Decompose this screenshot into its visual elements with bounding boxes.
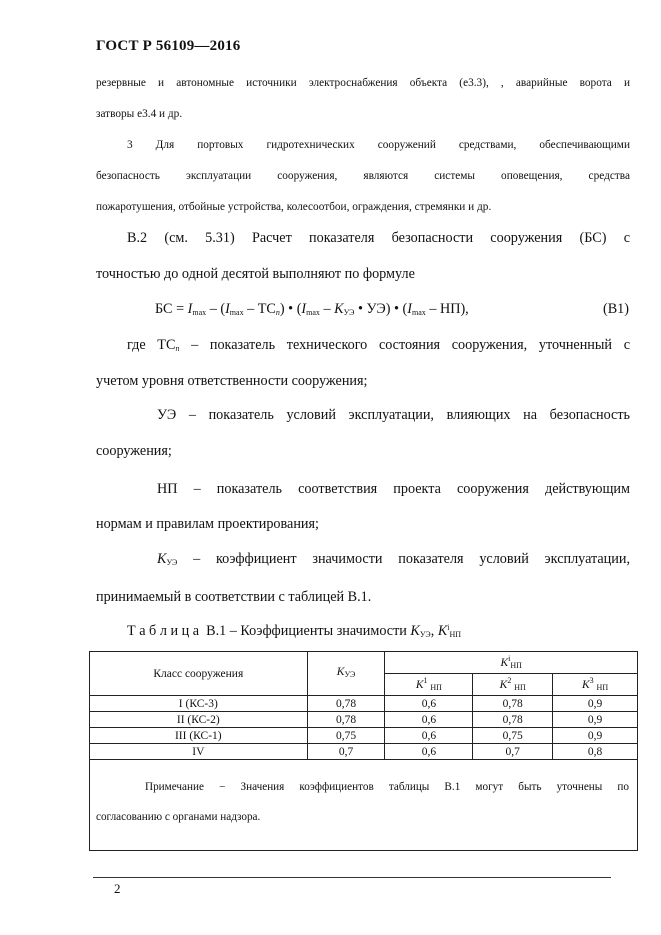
table-cell: 0,6 [385,696,473,712]
definition-line: принимаемый в соответствии с таблицей В.1. [96,589,372,605]
header-k1np: $K^1$ $_{НП}$ [385,674,473,696]
table-cell: 0,6 [385,744,473,760]
footer-divider [93,877,611,878]
header-class: Класс сооружения [90,652,308,696]
table-cell: 0,6 [385,728,473,744]
table-cell: III (КС-1) [90,728,308,744]
table-cell: 0,6 [385,712,473,728]
header-k3np: $K^3$ $_{НП}$ [553,674,638,696]
table-cell: I (КС-3) [90,696,308,712]
definition-line: нормам и правилам проектирования; [96,516,319,532]
table-cell: 0,9 [553,696,638,712]
table-cell: 0,7 [307,744,385,760]
formula-b1: БС = $I_{max} - (I_{max} - ТС_n)$ • ($I_{max} - K_{УЭ}$ • УЭ) • $(I_{max} - НП)$, [155,301,469,317]
table-note: Примечание − Значения коэффициентов таблицы В.1 могут быть уточнены по согласованию с органами надзора. [90,760,638,851]
header-kinp: $K^i_{НП}$ [385,652,638,674]
table-row [90,712,638,728]
table-row [90,696,638,712]
table-cell: IV [90,744,308,760]
definition-line: сооружения; [96,443,172,459]
page-number: 2 [114,881,121,896]
paragraph-line: резервные и автономные источники электроснабжения объекта (е3.3), , аварийные ворота и [96,77,630,89]
table-cell: 0,9 [553,728,638,744]
table-row [90,744,638,760]
header-kue: $K_{УЭ}$ [307,652,385,696]
table-cell: 0,78 [473,696,553,712]
table-cell: 0,78 [473,712,553,728]
formula-number: (В1) [602,301,629,317]
paragraph-line: затворы е3.4 и др. [96,108,183,120]
table-cell: II (КС-2) [90,712,308,728]
coefficients-table [89,651,638,851]
table-cell: 0,9 [553,712,638,728]
paragraph-line: безопасность эксплуатации сооружения, являются системы оповещения, средства [96,170,630,182]
definition-k: $K_{УЭ}$ – коэффициент значимости показателя условий эксплуатации, [157,551,630,567]
paragraph-line: 3 Для портовых гидротехнических сооружений средствами, обеспечивающими [127,139,630,151]
definition-tc: где $ТС_n$ – показатель технического состояния сооружения, уточненный с [127,337,630,353]
definition-ue: УЭ – показатель условий эксплуатации, влияющих на безопасность [157,407,630,423]
table-cell: 0,7 [473,744,553,760]
header-k2np: $K^2$ $_{НП}$ [473,674,553,696]
table-caption: Т а б л и ц а В.1 – Коэффициенты значимости $K_{УЭ}$, $K^i_{НП}$ [127,623,462,639]
table-row [90,728,638,744]
definition-np: НП – показатель соответствия проекта сооружения действующим [157,481,630,497]
paragraph-line: пожаротушения, отбойные устройства, колесоотбои, ограждения, стремянки и др. [96,201,492,213]
table-cell: 0,8 [553,744,638,760]
table-cell: 0,78 [307,696,385,712]
table-cell: 0,78 [307,712,385,728]
paragraph-line: В.2 (см. 5.31) Расчет показателя безопасности сооружения (БС) с [127,230,630,246]
document-code: ГОСТ Р 56109—2016 [96,38,241,54]
paragraph-line: точностью до одной десятой выполняют по формуле [96,266,415,282]
table-cell: 0,75 [307,728,385,744]
definition-line: учетом уровня ответственности сооружения; [96,373,368,389]
table-cell: 0,75 [473,728,553,744]
